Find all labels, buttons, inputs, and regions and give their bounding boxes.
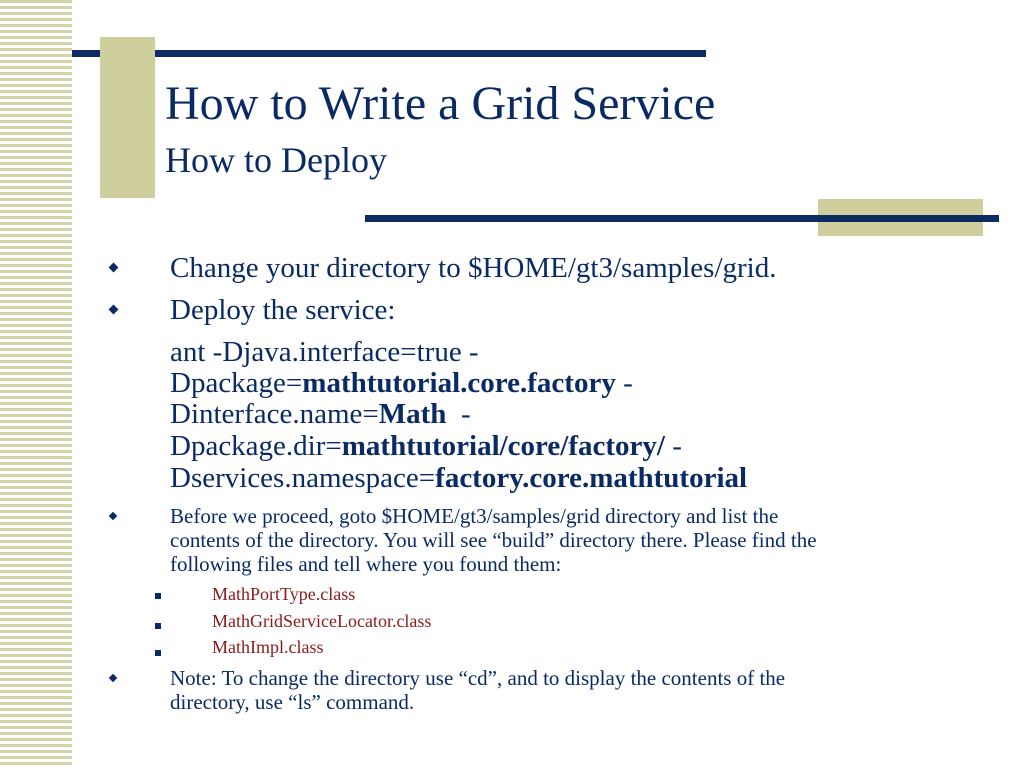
bullet-text-deploy-service: Deploy the service: xyxy=(170,294,396,326)
diamond-bullet-icon xyxy=(109,305,119,315)
diamond-bullet-icon xyxy=(109,674,117,682)
command-line-4: Dpackage.dir=mathtutorial/core/factory/ - xyxy=(170,430,682,462)
command-line-1: ant -Djava.interface=true - xyxy=(170,336,479,368)
right-decorative-bar xyxy=(365,215,999,222)
square-bullet-icon xyxy=(155,623,161,629)
bullet-text-note-2: directory, use “ls” command. xyxy=(170,690,415,714)
command-line-3: Dinterface.name=Math - xyxy=(170,398,471,430)
bullet-text-note-1: Note: To change the directory use “cd”, and to display the contents of the xyxy=(170,666,786,690)
bullet-text-before-proceed-1: Before we proceed, goto $HOME/gt3/samples/grid directory and list the xyxy=(170,504,779,528)
file-item: MathImpl.class xyxy=(212,637,324,657)
square-bullet-icon xyxy=(155,650,161,656)
top-tan-block xyxy=(100,37,155,198)
square-bullet-icon xyxy=(155,593,161,599)
slide-title: How to Write a Grid Service xyxy=(165,77,716,130)
command-line-5: Dservices.namespace=factory.core.mathtutorial xyxy=(170,462,748,494)
command-line-2: Dpackage=mathtutorial.core.factory - xyxy=(170,367,633,399)
bullet-text-change-directory: Change your directory to $HOME/gt3/samples/grid. xyxy=(170,252,777,284)
bullet-text-before-proceed-2: contents of the directory. You will see “build” directory there. Please find the xyxy=(170,528,817,552)
bullet-text-before-proceed-3: following files and tell where you found them: xyxy=(170,552,562,576)
file-item: MathGridServiceLocator.class xyxy=(212,611,432,631)
top-decorative-bar xyxy=(72,50,706,57)
file-item: MathPortType.class xyxy=(212,584,356,604)
slide-subtitle: How to Deploy xyxy=(165,140,387,180)
left-stripe-decoration xyxy=(0,0,72,768)
diamond-bullet-icon xyxy=(109,512,117,520)
diamond-bullet-icon xyxy=(109,263,119,273)
